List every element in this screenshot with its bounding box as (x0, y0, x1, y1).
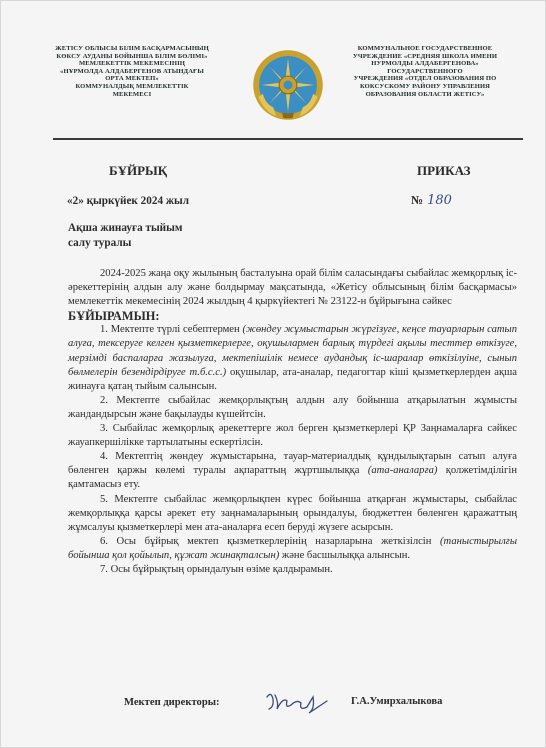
clause-text: 6. Осы бұйрық мектеп қызметкерлерінің назарларына жеткізілсін (100, 535, 441, 547)
header-line: КОММУНАЛДЫҚ МЕМЛЕКЕТТІК (75, 82, 189, 90)
order-subject (68, 221, 183, 251)
clause-text: 4. Мектептің жөндеу жұмыстарына, тауар-материалдық құндылықтарын сатып алуға бөленген қаржы көлемі туралы ақпараттың жұртшылыққа (68, 451, 517, 477)
subject-line: салу туралы (68, 237, 132, 249)
header-line: НУРМОЛДЫ АЛДАБЕРГЕНОВА» (371, 60, 479, 68)
header-line: МЕКЕМЕСІ (112, 90, 152, 98)
director-name: Г.А.Умирхалыкова (351, 696, 443, 707)
header-line: ГОСУДАРСТВЕННОГО (387, 67, 463, 75)
clause-text: 1. Мектепте түрлі себептермен (100, 324, 243, 336)
header-kazakh-institution (47, 45, 217, 98)
subject-line: Ақша жинауға тыйым (68, 222, 183, 234)
order-date: «2» қыркүйек 2024 жыл (67, 195, 189, 207)
clause-5: 5. Мектепте сыбайлас жемқорлықпен күрес бойынша атқарған жұмыстары, сыбайлас жемқорлыққа қарсы әрекет ету заңнамаларының орындалуы, бюджеттен бөленген қаражаттың жұмсалуы қызметкерлері мен ата-аналарға есеп беруді жүзеге асырсын. (68, 493, 517, 533)
header-line: КОКСУСКОМУ РАЙОНУ УПРАВЛЕНИЯ (359, 82, 491, 90)
clause-1 (68, 323, 517, 393)
header-line: ОРТА МЕКТЕП» (105, 75, 159, 83)
clause-4 (68, 450, 517, 492)
header-russian-institution (339, 45, 511, 98)
header-line: УЧРЕЖДЕНИЯ «ОТДЕЛ ОБРАЗОВАНИЯ ПО (353, 75, 497, 83)
intro-paragraph: 2024-2025 жаңа оқу жылының басталуына орай білім саласындағы сыбайлас жемқорлық іс-әрекеттерінің алдын алу және болдырмау мақсатында, «Жетісу облысының білім басқармасы» мемлекеттік мекемесінің 2024 жылдың 4 қыркүйектегі № 23122-н бұйрығына сәйкес (68, 268, 517, 308)
header-divider (53, 138, 523, 140)
header-line: ОБРАЗОВАНИЯ ОБЛАСТИ ЖЕТІСУ» (365, 90, 485, 98)
clause-7: 7. Осы бұйрықтың орындалуын өзіме қалдырамын. (100, 563, 333, 575)
clause-text: және басшылыққа алынсын. (279, 549, 411, 561)
director-label: Мектеп директоры: (124, 697, 220, 708)
clause-3: 3. Сыбайлас жемқорлық әрекеттерге жол берген қызметкерлері ҚР Заңнамаларға сәйкес жауапкершілікке тартылатыны ескертілсін. (68, 423, 517, 449)
number-prefix: № (411, 193, 424, 207)
order-number (411, 193, 452, 208)
command-heading: БҰЙЫРАМЫН: (68, 309, 160, 324)
signature-block (1, 697, 546, 717)
handwritten-number: 180 (427, 193, 452, 208)
order-title-ru: ПРИКАЗ (417, 163, 471, 178)
clause-6 (68, 535, 517, 563)
header-line: МЕМЛЕКЕТТІК МЕКЕМЕСІНІҢ (78, 60, 185, 68)
header-line: «НҰРМОЛДА АЛДАБЕРГЕНОВ АТЫНДАҒЫ (60, 67, 204, 75)
header-line: КОММУНАЛЬНОЕ ГОСУДАРСТВЕННОЕ (357, 45, 493, 52)
clause-italic: (ата-аналарға) (367, 465, 438, 477)
kazakhstan-emblem-icon (251, 47, 325, 123)
clause-italic: (таныстырылғы бойынша қол қойылып, құжат жинақталсын) (68, 535, 517, 561)
order-title-kz: БҰЙРЫҚ (109, 163, 168, 178)
clause-italic: (жөндеу жұмыстарын жүргізуге, кеңсе тауарларын сатып алуға, тексеруге келген қызметкерлерге, оқушылармен барлық түрдегі ақылы тесттер өткізуге, мерзімді баспаларға жазылуға, мектепішілік немесе аудандық іс-шаралар өткізілуіне, сынып бөлмелерін безендірдіруге т.б.с.с.) (68, 324, 517, 378)
header-line: КӨКСУ АУДАНЫ БОЙЫНША БІЛІМ БӨЛІМІ» (56, 52, 208, 60)
handwritten-signature (263, 689, 331, 715)
clause-2: 2. Мектепте сыбайлас жемқорлықтың алдын алу бойынша атқарылатын жұмысты жандандырсын және бақылауды күшейтсін. (68, 394, 517, 420)
clause-text: қолжетімділігін қамтамасыз ету. (68, 465, 518, 491)
clause-text: оқушылар, ата-аналар, педагогтар кіші қызметкерлерден ақша жинауға қатаң тыйым салынсын. (68, 366, 517, 392)
header-line: УЧРЕЖДЕНИЕ «СРЕДНЯЯ ШКОЛА ИМЕНИ (352, 52, 498, 60)
header-line: ЖЕТІСУ ОБЛЫСЫ БІЛІМ БАСҚАРМАСЫНЫҢ (55, 45, 209, 52)
order-body (68, 267, 517, 577)
